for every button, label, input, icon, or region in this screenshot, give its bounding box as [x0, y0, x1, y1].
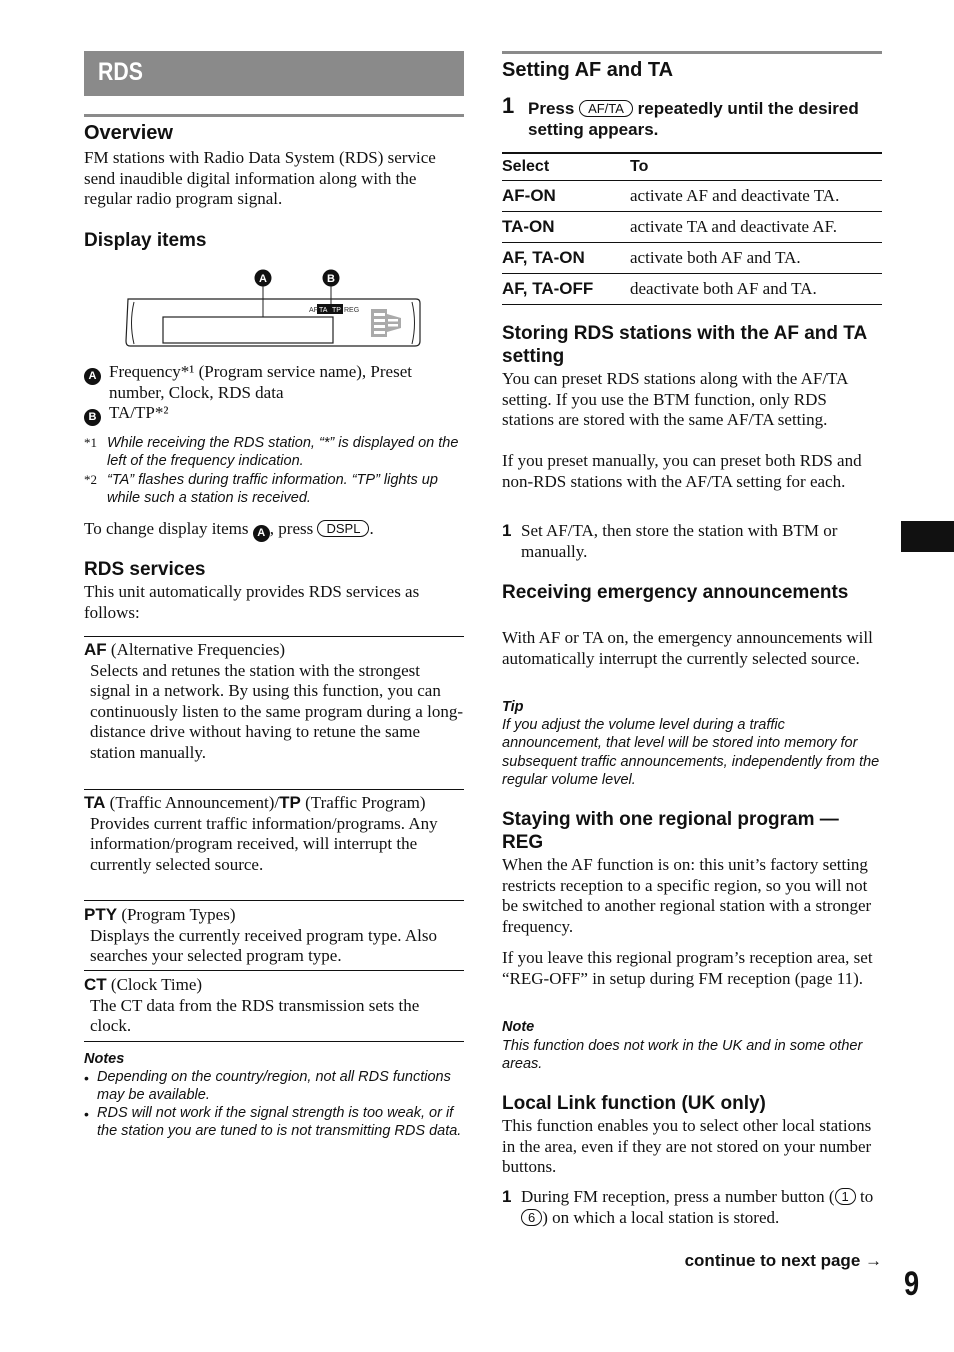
display-diagram [120, 266, 425, 352]
notes-heading: Notes [84, 1051, 125, 1067]
page-number: 9 [904, 1265, 920, 1303]
heading-rule [502, 51, 882, 54]
storing-paragraph-2: If you preset manually, you can preset both RDS and non-RDS stations with the AF/TA setting for each. [502, 451, 862, 491]
display-item-b [84, 403, 464, 426]
divider [84, 789, 464, 790]
rds-services-heading: RDS services [84, 559, 206, 580]
svg-text:A: A [259, 273, 267, 285]
change-display-instruction: To change display items A , press DSPL . [84, 519, 464, 542]
indicator-reg: REG [344, 307, 360, 314]
table-row: TA-ON activate TA and deactivate AF. [502, 212, 882, 243]
dspl-button: DSPL [317, 520, 369, 537]
note-heading: Note [502, 1019, 535, 1035]
af-ta-heading: Setting AF and TA [502, 59, 674, 81]
service-ta-tp: TA (Traffic Announcement)/TP (Traffic Program) Provides current traffic information/programs. Any information/program received, will interrupt the currently selected source. [84, 793, 438, 874]
marker-b-icon: B [84, 409, 101, 426]
number-button-6: 6 [521, 1209, 542, 1226]
af-ta-button: AF/TA [579, 100, 633, 117]
display-item-a [84, 362, 464, 402]
divider [84, 900, 464, 901]
service-af: AF (Alternative Frequencies) Selects and retunes the station with the strongest signal in a network. By using this function, you can continuously listen to the same program during a long-distance drive without having to retune the same station manually. [84, 640, 463, 762]
indicator-ta: TA [319, 307, 328, 314]
table-top-rule [502, 152, 882, 154]
page-title: RDS [98, 58, 143, 86]
reg-paragraph-1: When the AF function is on: this unit’s factory setting restricts reception to a specific region, so you will not be switched to another regional station with a stronger frequency. [502, 855, 872, 936]
table-row: AF, TA-ON activate both AF and TA. [502, 243, 882, 274]
item-a-text: Frequency*¹ (Program service name), Preset number, Clock, RDS data [109, 362, 412, 402]
overview-text: FM stations with Radio Data System (RDS) service send inaudible digital information along with the regular radio program signal. [84, 148, 436, 208]
note-text: This function does not work in the UK and in some other areas. [502, 1038, 863, 1073]
storing-paragraph-1: You can preset RDS stations along with the AF/TA setting. If you use the BTM function, only RDS stations are stored with the same AF/TA setting. [502, 369, 848, 429]
svg-text:B: B [327, 273, 335, 285]
local-link-heading: Local Link function (UK only) [502, 1093, 766, 1114]
emergency-heading: Receiving emergency announcements [502, 582, 849, 603]
table-header-select: Select [502, 155, 630, 181]
storing-heading: Storing RDS stations with the AF and TA setting [502, 323, 867, 367]
divider [84, 1041, 464, 1042]
table-header-to: To [630, 155, 882, 181]
display-items-heading: Display items [84, 230, 207, 251]
service-ct: CT (Clock Time) The CT data from the RDS transmission sets the clock. [84, 975, 420, 1035]
continue-next-page: continue to next page → [684, 1251, 882, 1270]
table-row: AF, TA-OFF deactivate both AF and TA. [502, 274, 882, 305]
section-tab-marker [901, 521, 954, 552]
marker-a-icon: A [84, 368, 101, 385]
rds-services-intro: This unit automatically provides RDS services as follows: [84, 582, 420, 622]
tip-heading: Tip [502, 699, 524, 715]
emergency-text: With AF or TA on, the emergency announcements will automatically interrupt the currently selected source. [502, 628, 873, 668]
marker-a-icon: A [253, 525, 270, 542]
item-b-text: TA/TP*² [109, 403, 169, 422]
reg-heading: Staying with one regional program — REG [502, 809, 839, 853]
reg-paragraph-2: If you leave this regional program’s reception area, set “REG-OFF” in setup during FM reception (page 11). [502, 948, 873, 988]
service-pty: PTY (Program Types) Displays the currently received program type. Also searches your selected program type. [84, 905, 437, 965]
overview-heading: Overview [84, 122, 173, 144]
heading-rule [84, 114, 464, 117]
table-row: AF-ON activate AF and deactivate TA. [502, 181, 882, 212]
indicator-tp: TP [332, 307, 341, 314]
divider [84, 636, 464, 637]
local-link-text: This function enables you to select other local stations in the area, even if they are not stored on your number buttons. [502, 1116, 872, 1176]
divider [84, 970, 464, 971]
indicator-af: AF [309, 307, 318, 314]
section-title-bar [84, 51, 464, 96]
tip-text: If you adjust the volume level during a traffic announcement, that level will be stored into memory for subsequent traffic announcements, independently from the regular volume level. [502, 717, 880, 788]
af-ta-settings-table [502, 155, 882, 305]
speaker-graphic-icon [371, 309, 401, 337]
number-button-1: 1 [835, 1188, 856, 1205]
